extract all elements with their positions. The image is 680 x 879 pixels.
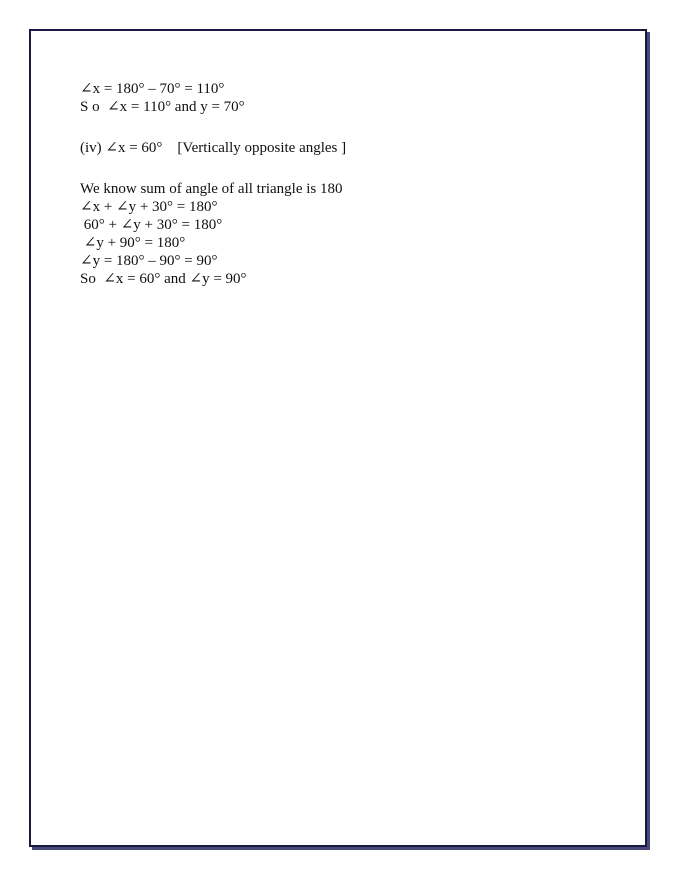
equation-line: ∠y + 90° = 180° xyxy=(80,235,186,251)
document-content xyxy=(80,80,600,288)
equation-line: ∠y = 180° – 90° = 90° xyxy=(80,253,218,269)
equation-line: ∠x = 180° – 70° = 110° xyxy=(80,81,225,97)
spacer xyxy=(80,116,600,139)
equation-line: S o ∠x = 110° and y = 70° xyxy=(80,99,245,115)
conclusion-line: So ∠x = 60° and ∠y = 90° xyxy=(80,271,247,287)
text-line: We know sum of angle of all triangle is 180 xyxy=(80,181,343,197)
spacer xyxy=(80,157,600,180)
equation-line: 60° + ∠y + 30° = 180° xyxy=(80,217,223,233)
equation-line: (iv) ∠x = 60° [Vertically opposite angles ] xyxy=(80,140,347,156)
equation-line: ∠x + ∠y + 30° = 180° xyxy=(80,199,218,215)
